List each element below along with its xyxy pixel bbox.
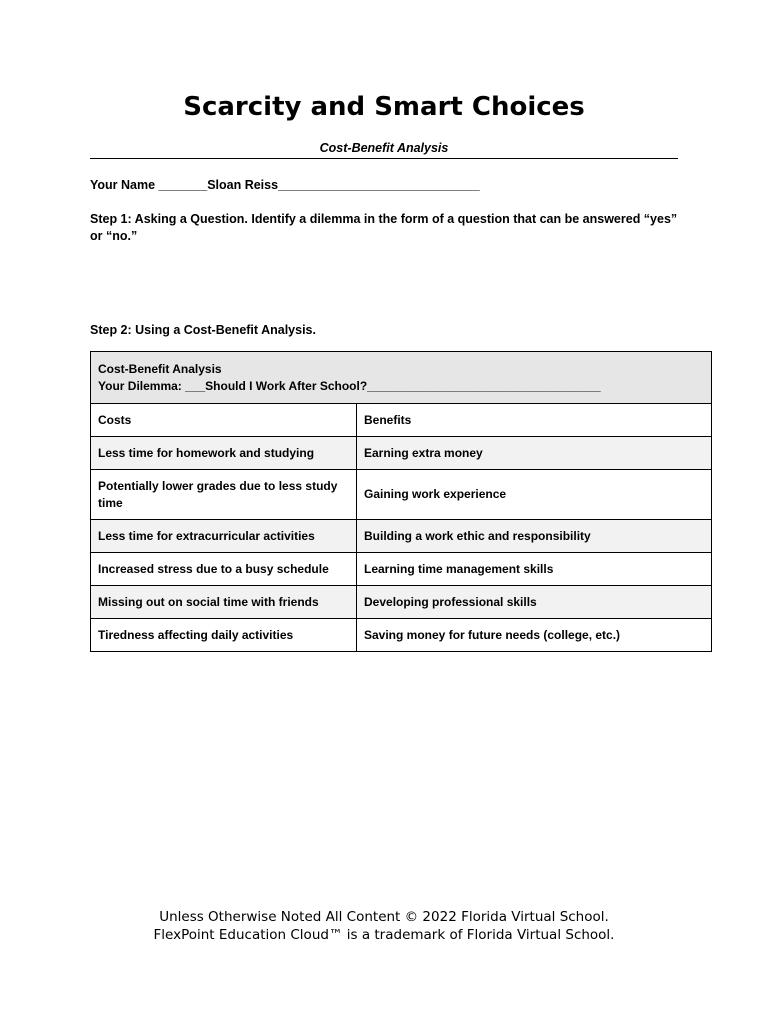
footer [0, 908, 768, 944]
cost-cell: Less time for homework and studying [91, 437, 357, 470]
name-line: Your Name _______Sloan Reiss_____________________________ [90, 178, 480, 192]
page-title: Scarcity and Smart Choices [183, 92, 585, 122]
subtitle: Cost-Benefit Analysis [90, 140, 678, 159]
table-header-row [91, 352, 712, 404]
table-row [91, 437, 712, 470]
cost-benefit-table [90, 351, 712, 652]
benefit-cell: Saving money for future needs (college, etc.) [357, 619, 712, 652]
table-heading: Cost-Benefit Analysis [98, 361, 222, 376]
step1-instructions: Step 1: Asking a Question. Identify a dilemma in the form of a question that can be answered “yes” or “no.” [90, 212, 678, 243]
table-row [91, 619, 712, 652]
dilemma-line: Your Dilemma: ___Should I Work After School?___________________________________ [98, 378, 601, 393]
column-header-row [91, 404, 712, 437]
step2-instructions: Step 2: Using a Cost-Benefit Analysis. [90, 323, 316, 337]
benefits-column-header: Benefits [357, 404, 712, 437]
benefit-cell: Gaining work experience [357, 470, 712, 520]
table-header-cell [91, 352, 712, 404]
trademark-line: FlexPoint Education Cloud™ is a trademark of Florida Virtual School. [153, 927, 615, 943]
benefit-cell: Developing professional skills [357, 586, 712, 619]
table-row [91, 470, 712, 520]
benefit-cell: Earning extra money [357, 437, 712, 470]
cost-cell: Missing out on social time with friends [91, 586, 357, 619]
cost-cell: Potentially lower grades due to less study time [91, 470, 357, 520]
costs-column-header: Costs [91, 404, 357, 437]
cost-cell: Increased stress due to a busy schedule [91, 553, 357, 586]
copyright-line: Unless Otherwise Noted All Content © 2022 Florida Virtual School. [159, 909, 609, 925]
cost-cell: Tiredness affecting daily activities [91, 619, 357, 652]
table-row [91, 520, 712, 553]
table-row [91, 586, 712, 619]
benefit-cell: Learning time management skills [357, 553, 712, 586]
cost-cell: Less time for extracurricular activities [91, 520, 357, 553]
benefit-cell: Building a work ethic and responsibility [357, 520, 712, 553]
table-row [91, 553, 712, 586]
